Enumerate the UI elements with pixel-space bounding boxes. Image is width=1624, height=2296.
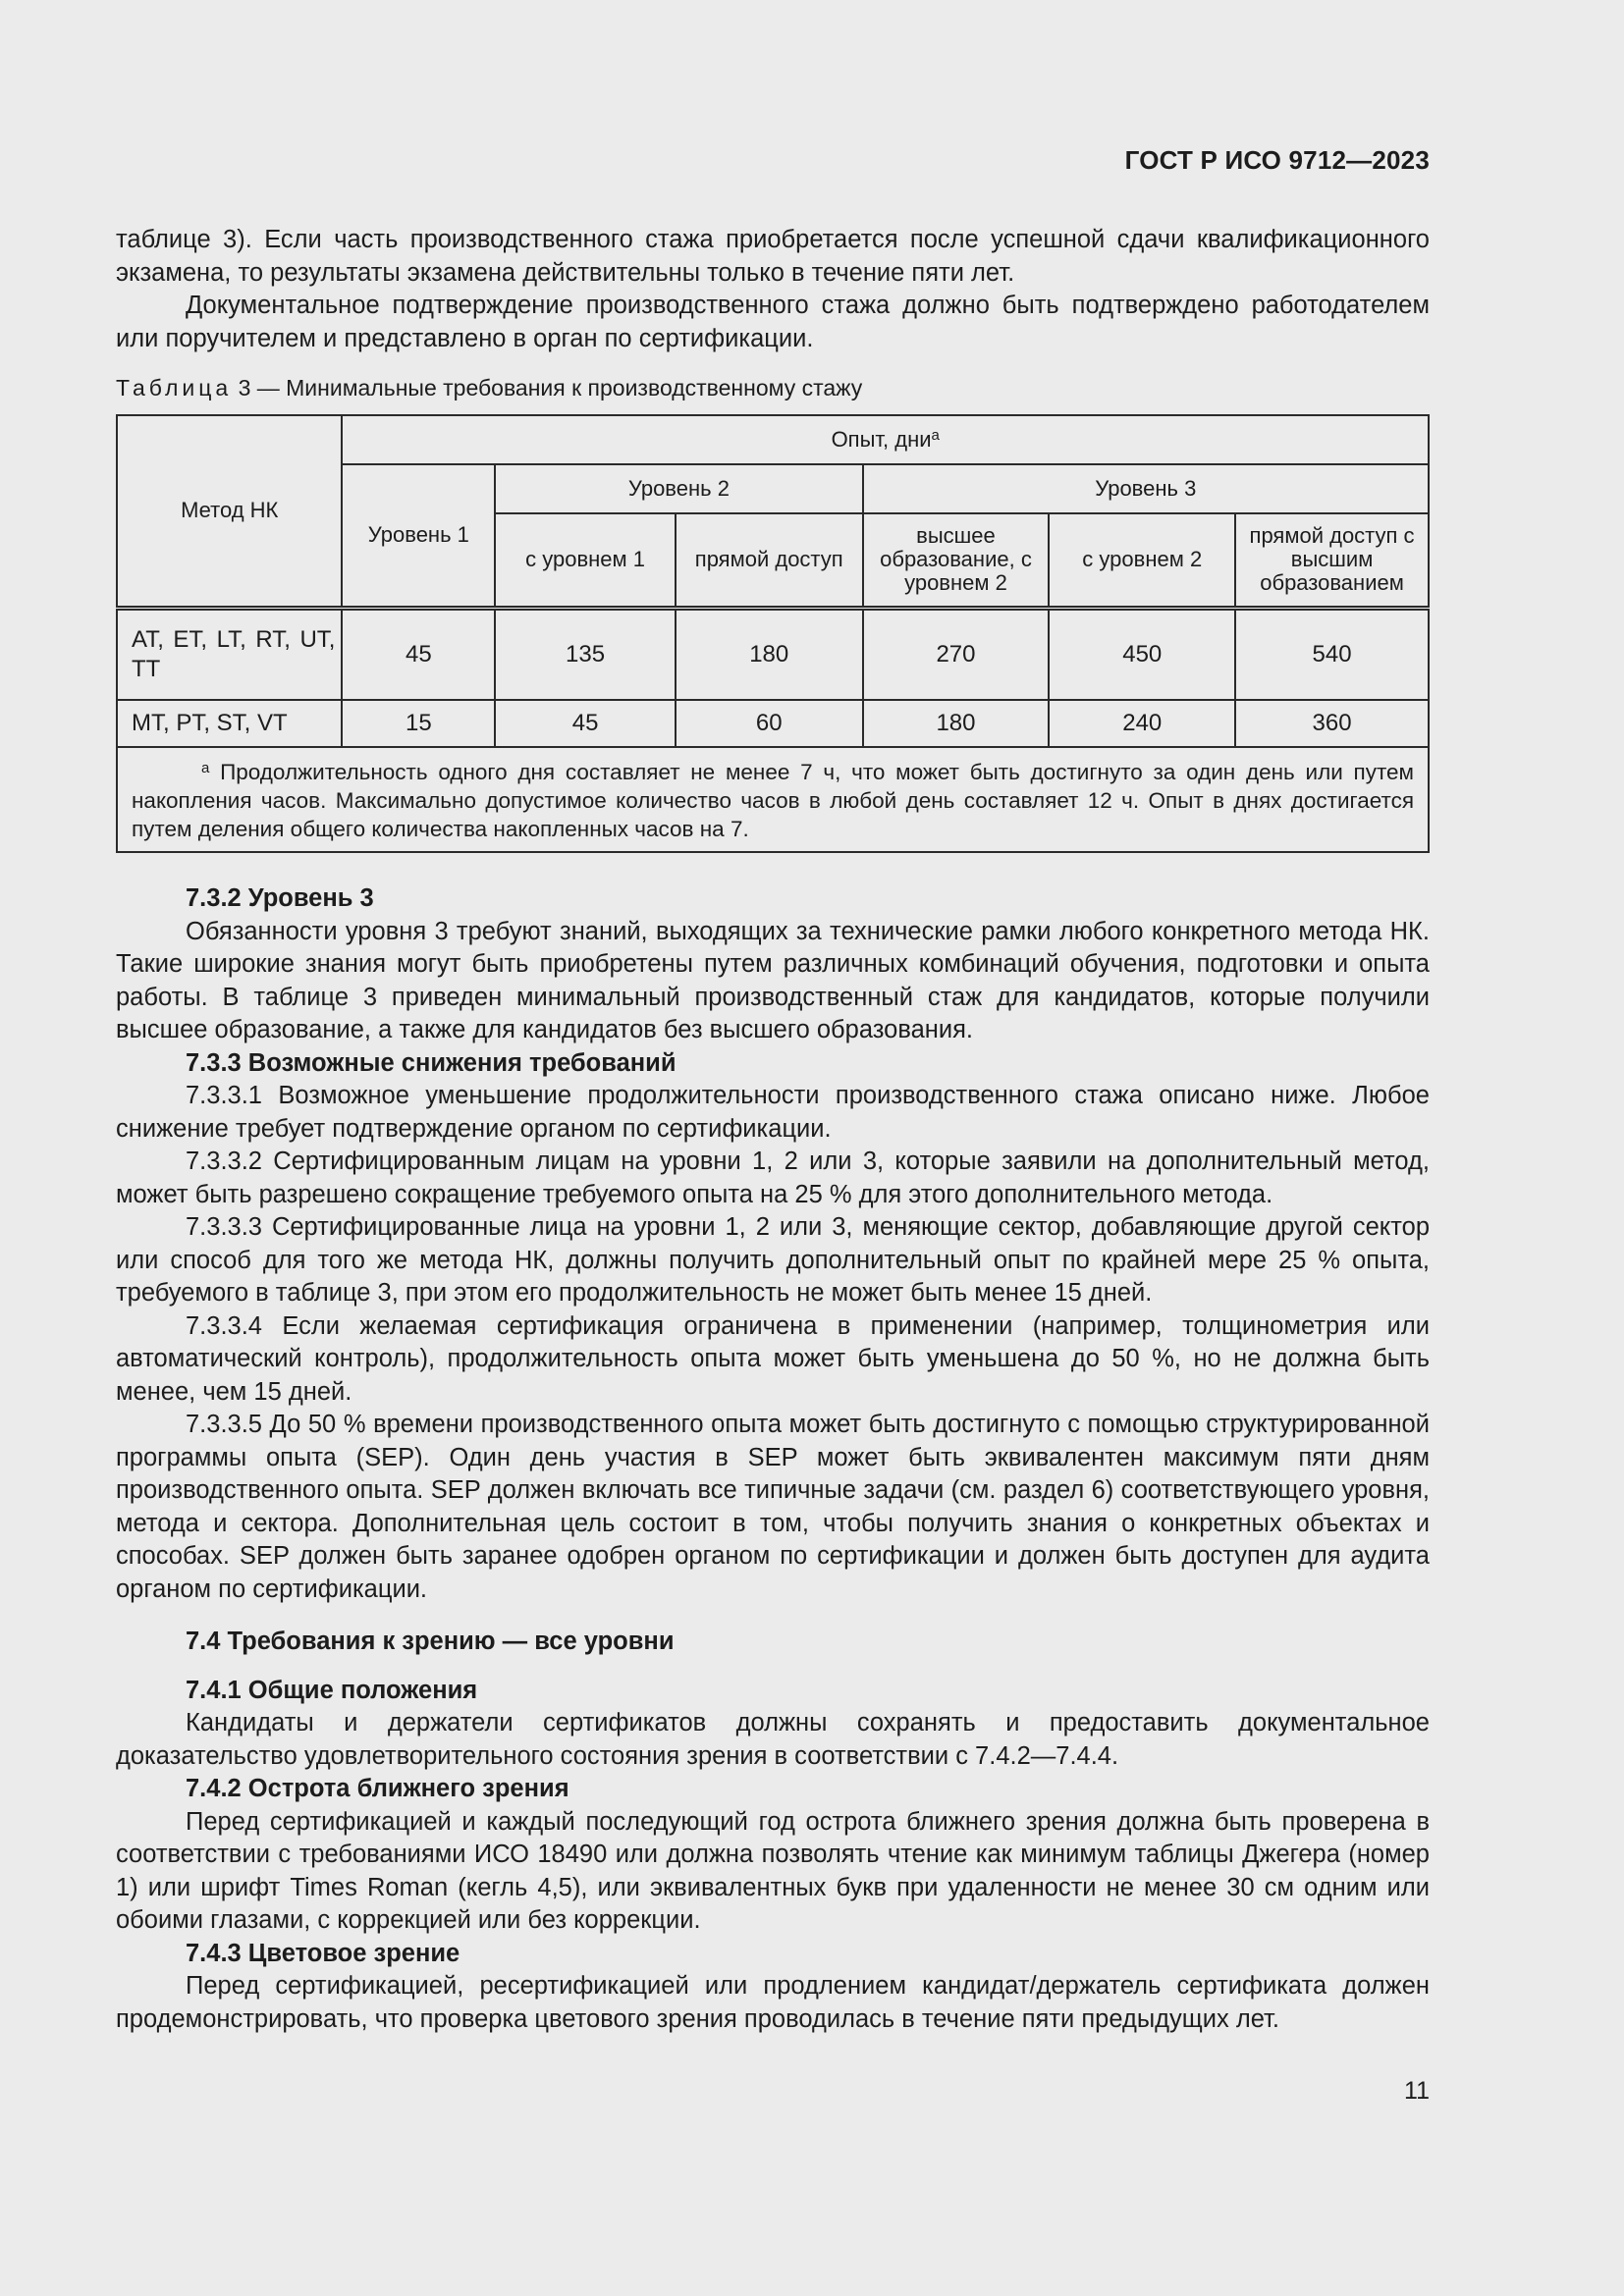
value-cell: 45 xyxy=(342,608,495,700)
footnote-marker: a xyxy=(931,427,940,444)
value-cell: 450 xyxy=(1049,608,1235,700)
method-cell: AT, ET, LT, RT, UT, TT xyxy=(117,608,342,700)
subheader-l3-higher-ed: высшее образование, с уровнем 2 xyxy=(863,513,1050,608)
value-cell: 360 xyxy=(1235,700,1429,747)
paragraph: Обязанности уровня 3 требуют знаний, выходящих за технические рамки любого конкретного метода НК. Такие широкие знания могут быть приобретены путем различных комбинаций обучения, подготовки и опыта работы. В таблице 3 приведен минимальный производственный стаж для кандидатов, которые получили высшее образование, а также для кандидатов без высшего образования. xyxy=(116,917,1430,1043)
paragraph: 7.3.3.3 Сертифицированные лица на уровни 1, 2 или 3, меняющие сектор, добавляющие другой сектор или способ для того же метода НК, должны получить дополнительный опыт по крайней мере 25 % опыта, требуемого в таблице 3, при этом его продолжительность не может быть менее 15 дней. xyxy=(116,1213,1430,1307)
section-heading: 7.4.3 Цветовое зрение xyxy=(186,1939,460,1967)
paragraph: 7.3.3.5 До 50 % времени производственного опыта может быть достигнуто с помощью структурированной программы опыта (SEP). Один день участия в SEP может быть эквивалентен максимум пяти дням производственного опыта. SEP должен включать все типичные задачи (см. раздел 6) соответствующего уровня, метода и сектора. Дополнительная цель состоит в том, чтобы получить знания о конкретных объектах и способах. SEP должен быть заранее одобрен органом по сертификации и должен быть доступен для аудита органом по сертификации. xyxy=(116,1411,1430,1603)
table-caption xyxy=(116,373,1430,402)
value-cell: 135 xyxy=(495,608,676,700)
header-level-3: Уровень 3 xyxy=(863,464,1429,513)
paragraph: 7.3.3.4 Если желаемая сертификация ограничена в применении (например, толщинометрия или автоматический контроль), продолжительность опыта может быть уменьшена до 50 %, но не должна быть менее, чем 15 дней. xyxy=(116,1311,1430,1406)
method-cell: MT, PT, ST, VT xyxy=(117,700,342,747)
paragraph: Перед сертификацией и каждый последующий год острота ближнего зрения должна быть проверена в соответствии с требованиями ИСО 18490 или должна позволять чтение как минимум таблицы Джегера (номер 1) или шрифт Times Roman (кегль 4,5), или эквивалентных букв при удаленности не менее 30 см одним или обоими глазами, с коррекцией или без коррекции. xyxy=(116,1807,1430,1934)
section-heading: 7.3.2 Уровень 3 xyxy=(186,884,374,912)
paragraph: 7.3.3.1 Возможное уменьшение продолжительности производственного стажа описано ниже. Любое снижение требует подтверждение органом по сертификации. xyxy=(116,1082,1430,1143)
section-heading: 7.4 Требования к зрению — все уровни xyxy=(186,1628,675,1655)
document-body xyxy=(116,224,1430,2036)
section-heading: 7.4.2 Острота ближнего зрения xyxy=(186,1775,569,1802)
paragraph: Документальное подтверждение производственного стажа должно быть подтверждено работодателем или поручителем и представлено в орган по сертификации. xyxy=(116,292,1430,352)
header-level-1: Уровень 1 xyxy=(342,464,495,608)
value-cell: 540 xyxy=(1235,608,1429,700)
subheader-l2-with-l1: с уровнем 1 xyxy=(495,513,676,608)
value-cell: 270 xyxy=(863,608,1050,700)
paragraph: Перед сертификацией, ресертификацией или продлением кандидат/держатель сертификата должен продемонстрировать, что проверка цветового зрения проводилась в течение пяти предыдущих лет. xyxy=(116,1972,1430,2033)
subheader-l3-with-l2: с уровнем 2 xyxy=(1049,513,1235,608)
section-heading: 7.4.1 Общие положения xyxy=(186,1676,478,1704)
value-cell: 180 xyxy=(863,700,1050,747)
paragraph: таблице 3). Если часть производственного стажа приобретается после успешной сдачи квалификационного экзамена, то результаты экзамена действительны только в течение пяти лет. xyxy=(116,226,1430,287)
paragraph: 7.3.3.2 Сертифицированным лицам на уровни 1, 2 или 3, которые заявили на дополнительный метод, может быть разрешено сокращение требуемого опыта на 25 % для этого дополнительного метода. xyxy=(116,1148,1430,1208)
paragraph: Кандидаты и держатели сертификатов должны сохранять и предоставить документальное доказательство удовлетворительного состояния зрения в соответствии с 7.4.2—7.4.4. xyxy=(116,1709,1430,1770)
subheader-l2-direct: прямой доступ xyxy=(676,513,863,608)
page-number: 11 xyxy=(1404,2077,1430,2105)
footnote-marker: a xyxy=(201,760,210,776)
table-caption-text: 3 — Минимальные требования к производственному стажу xyxy=(238,375,863,400)
table-row xyxy=(117,608,1429,700)
table-caption-prefix: Таблица xyxy=(116,375,233,400)
subheader-l3-direct-higher: прямой доступ с высшим образованием xyxy=(1235,513,1429,608)
value-cell: 15 xyxy=(342,700,495,747)
value-cell: 240 xyxy=(1049,700,1235,747)
table-footnote: $^a$ Продолжительность одного дня составляет не менее 7 ч, что может быть достигнуто за один день или путем накопления часов. Максимально допустимое количество часов в любой день составляет 12 ч. Опыт в днях достигается путем деления общего количества накопленных часов на 7. xyxy=(117,747,1429,852)
header-method: Метод НК xyxy=(117,415,342,608)
value-cell: 60 xyxy=(676,700,863,747)
value-cell: 180 xyxy=(676,608,863,700)
section-heading: 7.3.3 Возможные снижения требований xyxy=(186,1048,677,1077)
table-row xyxy=(117,700,1429,747)
value-cell: 45 xyxy=(495,700,676,747)
experience-table xyxy=(116,414,1430,853)
document-code: ГОСТ Р ИСО 9712—2023 xyxy=(1124,145,1430,175)
header-experience: Опыт, дни$^a$ xyxy=(342,415,1429,464)
header-level-2: Уровень 2 xyxy=(495,464,862,513)
